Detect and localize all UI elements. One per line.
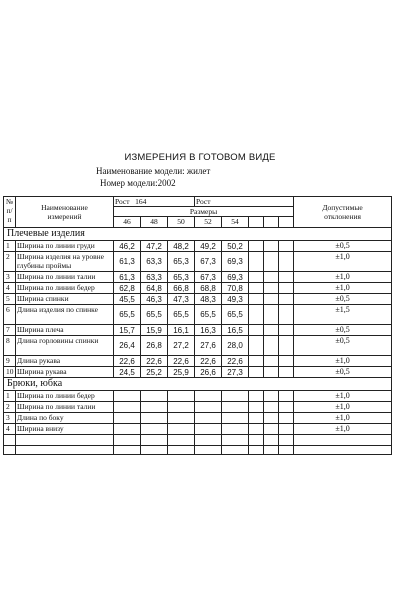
empty-cell — [168, 413, 195, 424]
measurement-value: 65,5 — [195, 305, 222, 325]
measurement-value: 63,3 — [141, 252, 168, 272]
measurement-name: Длина рукава — [16, 356, 114, 367]
empty-cell — [264, 413, 279, 424]
measurement-value: 46,2 — [114, 241, 141, 252]
table-row — [4, 252, 392, 272]
empty-cell — [279, 305, 294, 325]
empty-cell — [249, 424, 264, 435]
measurement-name: Ширина изделия на уровне глубины проймы — [16, 252, 114, 272]
empty-cell — [279, 336, 294, 356]
table-row — [4, 356, 392, 367]
section-row — [4, 378, 392, 391]
empty-cell — [249, 272, 264, 283]
table-row — [4, 424, 392, 435]
model-name: Наименование модели: жилет — [96, 166, 211, 176]
document-title: ИЗМЕРЕНИЯ В ГОТОВОМ ВИДЕ — [124, 152, 276, 163]
measurement-value: 69,3 — [222, 272, 249, 283]
tolerance-value: ±1,0 — [294, 283, 392, 294]
rost-164-header: Рост 164 — [114, 197, 195, 207]
empty-cell — [264, 391, 279, 402]
measurement-name: Ширина по линии бедер — [16, 391, 114, 402]
empty-row — [4, 446, 392, 455]
measurement-value: 61,3 — [114, 272, 141, 283]
empty-cell — [279, 446, 294, 455]
measurement-value: 22,6 — [141, 356, 168, 367]
measurement-value: 65,5 — [222, 305, 249, 325]
tolerance-value: ±0,5 — [294, 325, 392, 336]
measurement-value: 25,9 — [168, 367, 195, 378]
empty-cell — [264, 402, 279, 413]
measurement-value: 27,6 — [195, 336, 222, 356]
measurement-name: Ширина по линии груди — [16, 241, 114, 252]
measurement-value: 62,8 — [114, 283, 141, 294]
measurement-value: 27,2 — [168, 336, 195, 356]
empty-cell — [264, 424, 279, 435]
table-row — [4, 367, 392, 378]
empty-size-cell — [264, 217, 279, 228]
empty-cell — [264, 283, 279, 294]
empty-cell — [264, 367, 279, 378]
empty-cell — [264, 241, 279, 252]
empty-cell — [249, 305, 264, 325]
measurement-value: 63,3 — [141, 272, 168, 283]
measurement-value: 67,3 — [195, 252, 222, 272]
row-number: 10 — [4, 367, 16, 378]
measurement-name: Ширина плеча — [16, 325, 114, 336]
empty-cell — [249, 241, 264, 252]
row-number: 2 — [4, 252, 16, 272]
measurement-value: 64,8 — [141, 283, 168, 294]
empty-cell — [222, 424, 249, 435]
empty-cell — [279, 294, 294, 305]
tolerance-value: ±1,0 — [294, 402, 392, 413]
measurement-value: 27,3 — [222, 367, 249, 378]
measurement-value: 48,3 — [195, 294, 222, 305]
row-number: 2 — [4, 402, 16, 413]
row-number: 1 — [4, 391, 16, 402]
empty-cell — [279, 325, 294, 336]
empty-cell — [279, 283, 294, 294]
empty-cell — [264, 325, 279, 336]
empty-cell — [222, 435, 249, 446]
table-row — [4, 325, 392, 336]
measurement-value: 46,3 — [141, 294, 168, 305]
empty-cell — [141, 435, 168, 446]
empty-cell — [195, 402, 222, 413]
empty-cell — [114, 402, 141, 413]
row-number: 3 — [4, 413, 16, 424]
empty-cell — [279, 241, 294, 252]
empty-cell — [141, 446, 168, 455]
empty-cell — [249, 446, 264, 455]
col-header-no: № п/ п — [4, 197, 16, 228]
row-number: 1 — [4, 241, 16, 252]
empty-cell — [249, 325, 264, 336]
empty-cell — [195, 446, 222, 455]
section-title: Брюки, юбка — [4, 378, 392, 391]
measurement-name: Ширина по линии талии — [16, 402, 114, 413]
empty-cell — [249, 294, 264, 305]
measurements-table — [3, 196, 392, 455]
row-number: 8 — [4, 336, 16, 356]
empty-cell — [195, 391, 222, 402]
header-row-1 — [4, 197, 392, 207]
empty-cell — [249, 356, 264, 367]
empty-cell — [264, 294, 279, 305]
table-row — [4, 283, 392, 294]
empty-cell — [114, 435, 141, 446]
measurement-value: 47,2 — [141, 241, 168, 252]
rost-header: Рост — [195, 197, 294, 207]
table-row — [4, 294, 392, 305]
table-row — [4, 241, 392, 252]
empty-cell — [279, 252, 294, 272]
row-number: 5 — [4, 294, 16, 305]
measurement-name: Ширина рукава — [16, 367, 114, 378]
measurement-value: 22,6 — [222, 356, 249, 367]
empty-cell — [249, 402, 264, 413]
empty-cell — [114, 391, 141, 402]
measurement-value: 22,6 — [195, 356, 222, 367]
empty-cell — [222, 402, 249, 413]
section-row — [4, 228, 392, 241]
empty-cell — [141, 413, 168, 424]
measurement-value: 65,3 — [168, 252, 195, 272]
sizes-header: Размеры — [114, 207, 294, 217]
row-number: 4 — [4, 283, 16, 294]
empty-cell — [249, 283, 264, 294]
empty-cell — [249, 413, 264, 424]
measurement-value: 45,5 — [114, 294, 141, 305]
measurement-value: 68,8 — [195, 283, 222, 294]
col-header-tolerance: Допустимые отклонения — [294, 197, 392, 228]
empty-size-cell — [279, 217, 294, 228]
measurement-value: 69,3 — [222, 252, 249, 272]
measurement-value: 70,8 — [222, 283, 249, 294]
size-header-50: 50 — [168, 217, 195, 228]
empty-cell — [4, 435, 16, 446]
measurement-value: 15,7 — [114, 325, 141, 336]
empty-cell — [294, 435, 392, 446]
empty-cell — [264, 435, 279, 446]
tolerance-value: ±1,5 — [294, 305, 392, 325]
measurement-name: Ширина внизу — [16, 424, 114, 435]
tolerance-value: ±0,5 — [294, 294, 392, 305]
empty-cell — [249, 435, 264, 446]
empty-cell — [222, 413, 249, 424]
empty-row — [4, 435, 392, 446]
tolerance-value: ±1,0 — [294, 424, 392, 435]
row-number: 7 — [4, 325, 16, 336]
measurement-value: 26,6 — [195, 367, 222, 378]
size-header-54: 54 — [222, 217, 249, 228]
row-number: 9 — [4, 356, 16, 367]
tolerance-value: ±0,5 — [294, 241, 392, 252]
empty-cell — [168, 446, 195, 455]
empty-cell — [264, 336, 279, 356]
empty-cell — [249, 336, 264, 356]
empty-cell — [195, 424, 222, 435]
empty-cell — [264, 356, 279, 367]
empty-size-cell — [249, 217, 264, 228]
empty-cell — [4, 446, 16, 455]
size-header-46: 46 — [114, 217, 141, 228]
measurement-value: 67,3 — [195, 272, 222, 283]
measurement-value: 16,3 — [195, 325, 222, 336]
empty-cell — [264, 305, 279, 325]
tolerance-value: ±1,0 — [294, 272, 392, 283]
empty-cell — [114, 413, 141, 424]
empty-cell — [279, 402, 294, 413]
table-row — [4, 336, 392, 356]
empty-cell — [16, 446, 114, 455]
table-row — [4, 305, 392, 325]
measurement-value: 47,3 — [168, 294, 195, 305]
empty-cell — [249, 252, 264, 272]
measurement-value: 48,2 — [168, 241, 195, 252]
size-header-52: 52 — [195, 217, 222, 228]
empty-cell — [249, 367, 264, 378]
measurement-value: 65,5 — [168, 305, 195, 325]
measurement-value: 61,3 — [114, 252, 141, 272]
empty-cell — [264, 252, 279, 272]
tolerance-value: ±0,5 — [294, 367, 392, 378]
measurement-value: 28,0 — [222, 336, 249, 356]
tolerance-value: ±1,0 — [294, 413, 392, 424]
row-number: 3 — [4, 272, 16, 283]
empty-cell — [168, 402, 195, 413]
empty-cell — [279, 272, 294, 283]
empty-cell — [141, 424, 168, 435]
empty-cell — [279, 424, 294, 435]
empty-cell — [141, 402, 168, 413]
empty-cell — [168, 424, 195, 435]
section-title: Плечевые изделия — [4, 228, 392, 241]
measurement-value: 15,9 — [141, 325, 168, 336]
measurement-value: 66,8 — [168, 283, 195, 294]
row-number: 6 — [4, 305, 16, 325]
measurement-value: 65,5 — [141, 305, 168, 325]
empty-cell — [114, 424, 141, 435]
empty-cell — [114, 446, 141, 455]
measurement-name: Ширина по линии бедер — [16, 283, 114, 294]
empty-cell — [264, 446, 279, 455]
measurement-value: 49,2 — [195, 241, 222, 252]
tolerance-value: ±1,0 — [294, 391, 392, 402]
measurement-name: Длина по боку — [16, 413, 114, 424]
tolerance-value: ±1,0 — [294, 356, 392, 367]
empty-cell — [195, 435, 222, 446]
measurement-value: 26,4 — [114, 336, 141, 356]
empty-cell — [222, 391, 249, 402]
measurement-value: 49,3 — [222, 294, 249, 305]
tolerance-value: ±0,5 — [294, 336, 392, 356]
col-header-name: Наименование измерений — [16, 197, 114, 228]
table-row — [4, 391, 392, 402]
empty-cell — [279, 356, 294, 367]
empty-cell — [279, 367, 294, 378]
measurement-value: 65,5 — [114, 305, 141, 325]
size-header-48: 48 — [141, 217, 168, 228]
measurement-value: 16,1 — [168, 325, 195, 336]
empty-cell — [168, 435, 195, 446]
empty-cell — [141, 391, 168, 402]
table-row — [4, 413, 392, 424]
measurement-name: Длина изделия по спинке — [16, 305, 114, 325]
measurement-name: Ширина спинки — [16, 294, 114, 305]
empty-cell — [294, 446, 392, 455]
measurement-value: 65,3 — [168, 272, 195, 283]
empty-cell — [279, 435, 294, 446]
empty-cell — [195, 413, 222, 424]
empty-cell — [168, 391, 195, 402]
empty-cell — [16, 435, 114, 446]
measurement-value: 24,5 — [114, 367, 141, 378]
empty-cell — [249, 391, 264, 402]
measurement-value: 16,5 — [222, 325, 249, 336]
model-number: Номер модели:2002 — [100, 178, 176, 188]
measurement-name: Длина горловины спинки — [16, 336, 114, 356]
measurement-value: 50,2 — [222, 241, 249, 252]
table-row — [4, 402, 392, 413]
empty-cell — [222, 446, 249, 455]
row-number: 4 — [4, 424, 16, 435]
table-row — [4, 272, 392, 283]
measurement-value: 25,2 — [141, 367, 168, 378]
measurement-value: 22,6 — [114, 356, 141, 367]
empty-cell — [264, 272, 279, 283]
tolerance-value: ±1,0 — [294, 252, 392, 272]
measurement-value: 26,8 — [141, 336, 168, 356]
measurement-name: Ширина по линии талии — [16, 272, 114, 283]
measurement-value: 22,6 — [168, 356, 195, 367]
empty-cell — [279, 391, 294, 402]
empty-cell — [279, 413, 294, 424]
